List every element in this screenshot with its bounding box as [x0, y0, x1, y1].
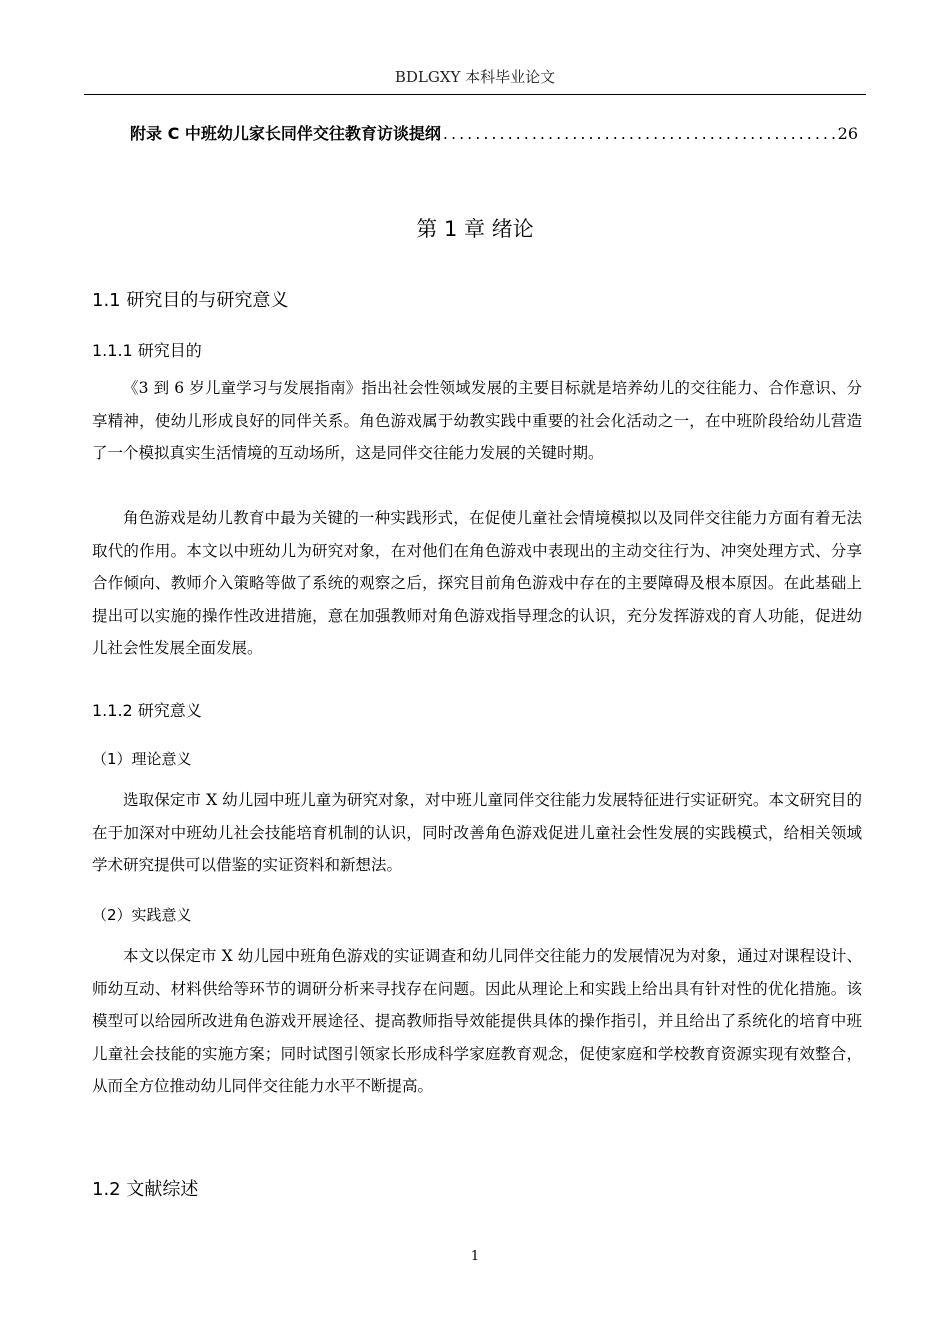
paragraph-theory-significance: 选取保定市 X 幼儿园中班儿童为研究对象，对中班儿童同伴交往能力发展特征进行实证研究。本文研究目的在于加深对中班幼儿社会技能培育机制的认识，同时改善角色游戏促进儿童社会性发展的实践模式，给相关领域学术研究提供可以借鉴的实证资料和新想法。 — [92, 791, 862, 874]
page-number: 1 — [470, 1249, 480, 1264]
paragraph-research-purpose-1: 《3 到 6 岁儿童学习与发展指南》指出社会性领域发展的主要目标就是培养幼儿的交往能力、合作意识、分享精神，使幼儿形成良好的同伴关系。角色游戏属于幼教实践中重要的社会化活动之一，在中班阶段给幼儿营造了一个模拟真实生活情境的互动场所，这是同伴交往能力发展的关键时期。 — [92, 379, 862, 462]
toc-entry-page: 26 — [837, 124, 858, 143]
subheading-theory: （1）理论意义 — [92, 750, 192, 768]
paragraph-research-purpose-2: 角色游戏是幼儿教育中最为关键的一种实践形式，在促使儿童社会情境模拟以及同伴交往能力方面有着无法取代的作用。本文以中班幼儿为研究对象，在对他们在角色游戏中表现出的主动交往行为、冲突处理方式、分享合作倾向、教师介入策略等做了系统的观察之后，探究目前角色游戏中存在的主要障碍及根本原因。在此基础上提出可以实施的操作性改进措施，意在加强教师对角色游戏指导理念的认识，充分发挥游戏的育人功能，促进幼儿社会性发展全面发展。 — [92, 509, 862, 657]
toc-entry[interactable] — [130, 121, 858, 144]
toc-leader-dots — [443, 124, 836, 143]
running-header: BDLGXY 本科毕业论文 — [84, 66, 866, 95]
paragraph-practice-significance: 本文以保定市 X 幼儿园中班角色游戏的实证调查和幼儿同伴交往能力的发展情况为对象，通过对课程设计、师幼互动、材料供给等环节的调研分析来寻找存在问题。因此从理论上和实践上给出具有针对性的优化措施。该模型可以给园所改进角色游戏开展途径、提高教师指导效能提供具体的操作指引，并且给出了系统化的培育中班儿童社会技能的实施方案；同时试图引领家长形成科学家庭教育观念，促使家庭和学校教育资源实现有效整合，从而全方位推动幼儿同伴交往能力水平不断提高。 — [92, 947, 862, 1095]
section-heading-1-2: 1.2 文献综述 — [92, 1179, 199, 1200]
chapter-title: 第 1 章 绪论 — [416, 217, 534, 241]
subheading-practice: （2）实践意义 — [92, 906, 192, 924]
section-heading-1-1-1: 1.1.1 研究目的 — [92, 341, 202, 360]
toc-entry-title: 附录 C 中班幼儿家长同伴交往教育访谈提纲 — [130, 124, 441, 143]
section-heading-1-1: 1.1 研究目的与研究意义 — [92, 290, 289, 311]
section-heading-1-1-2: 1.1.2 研究意义 — [92, 701, 202, 720]
